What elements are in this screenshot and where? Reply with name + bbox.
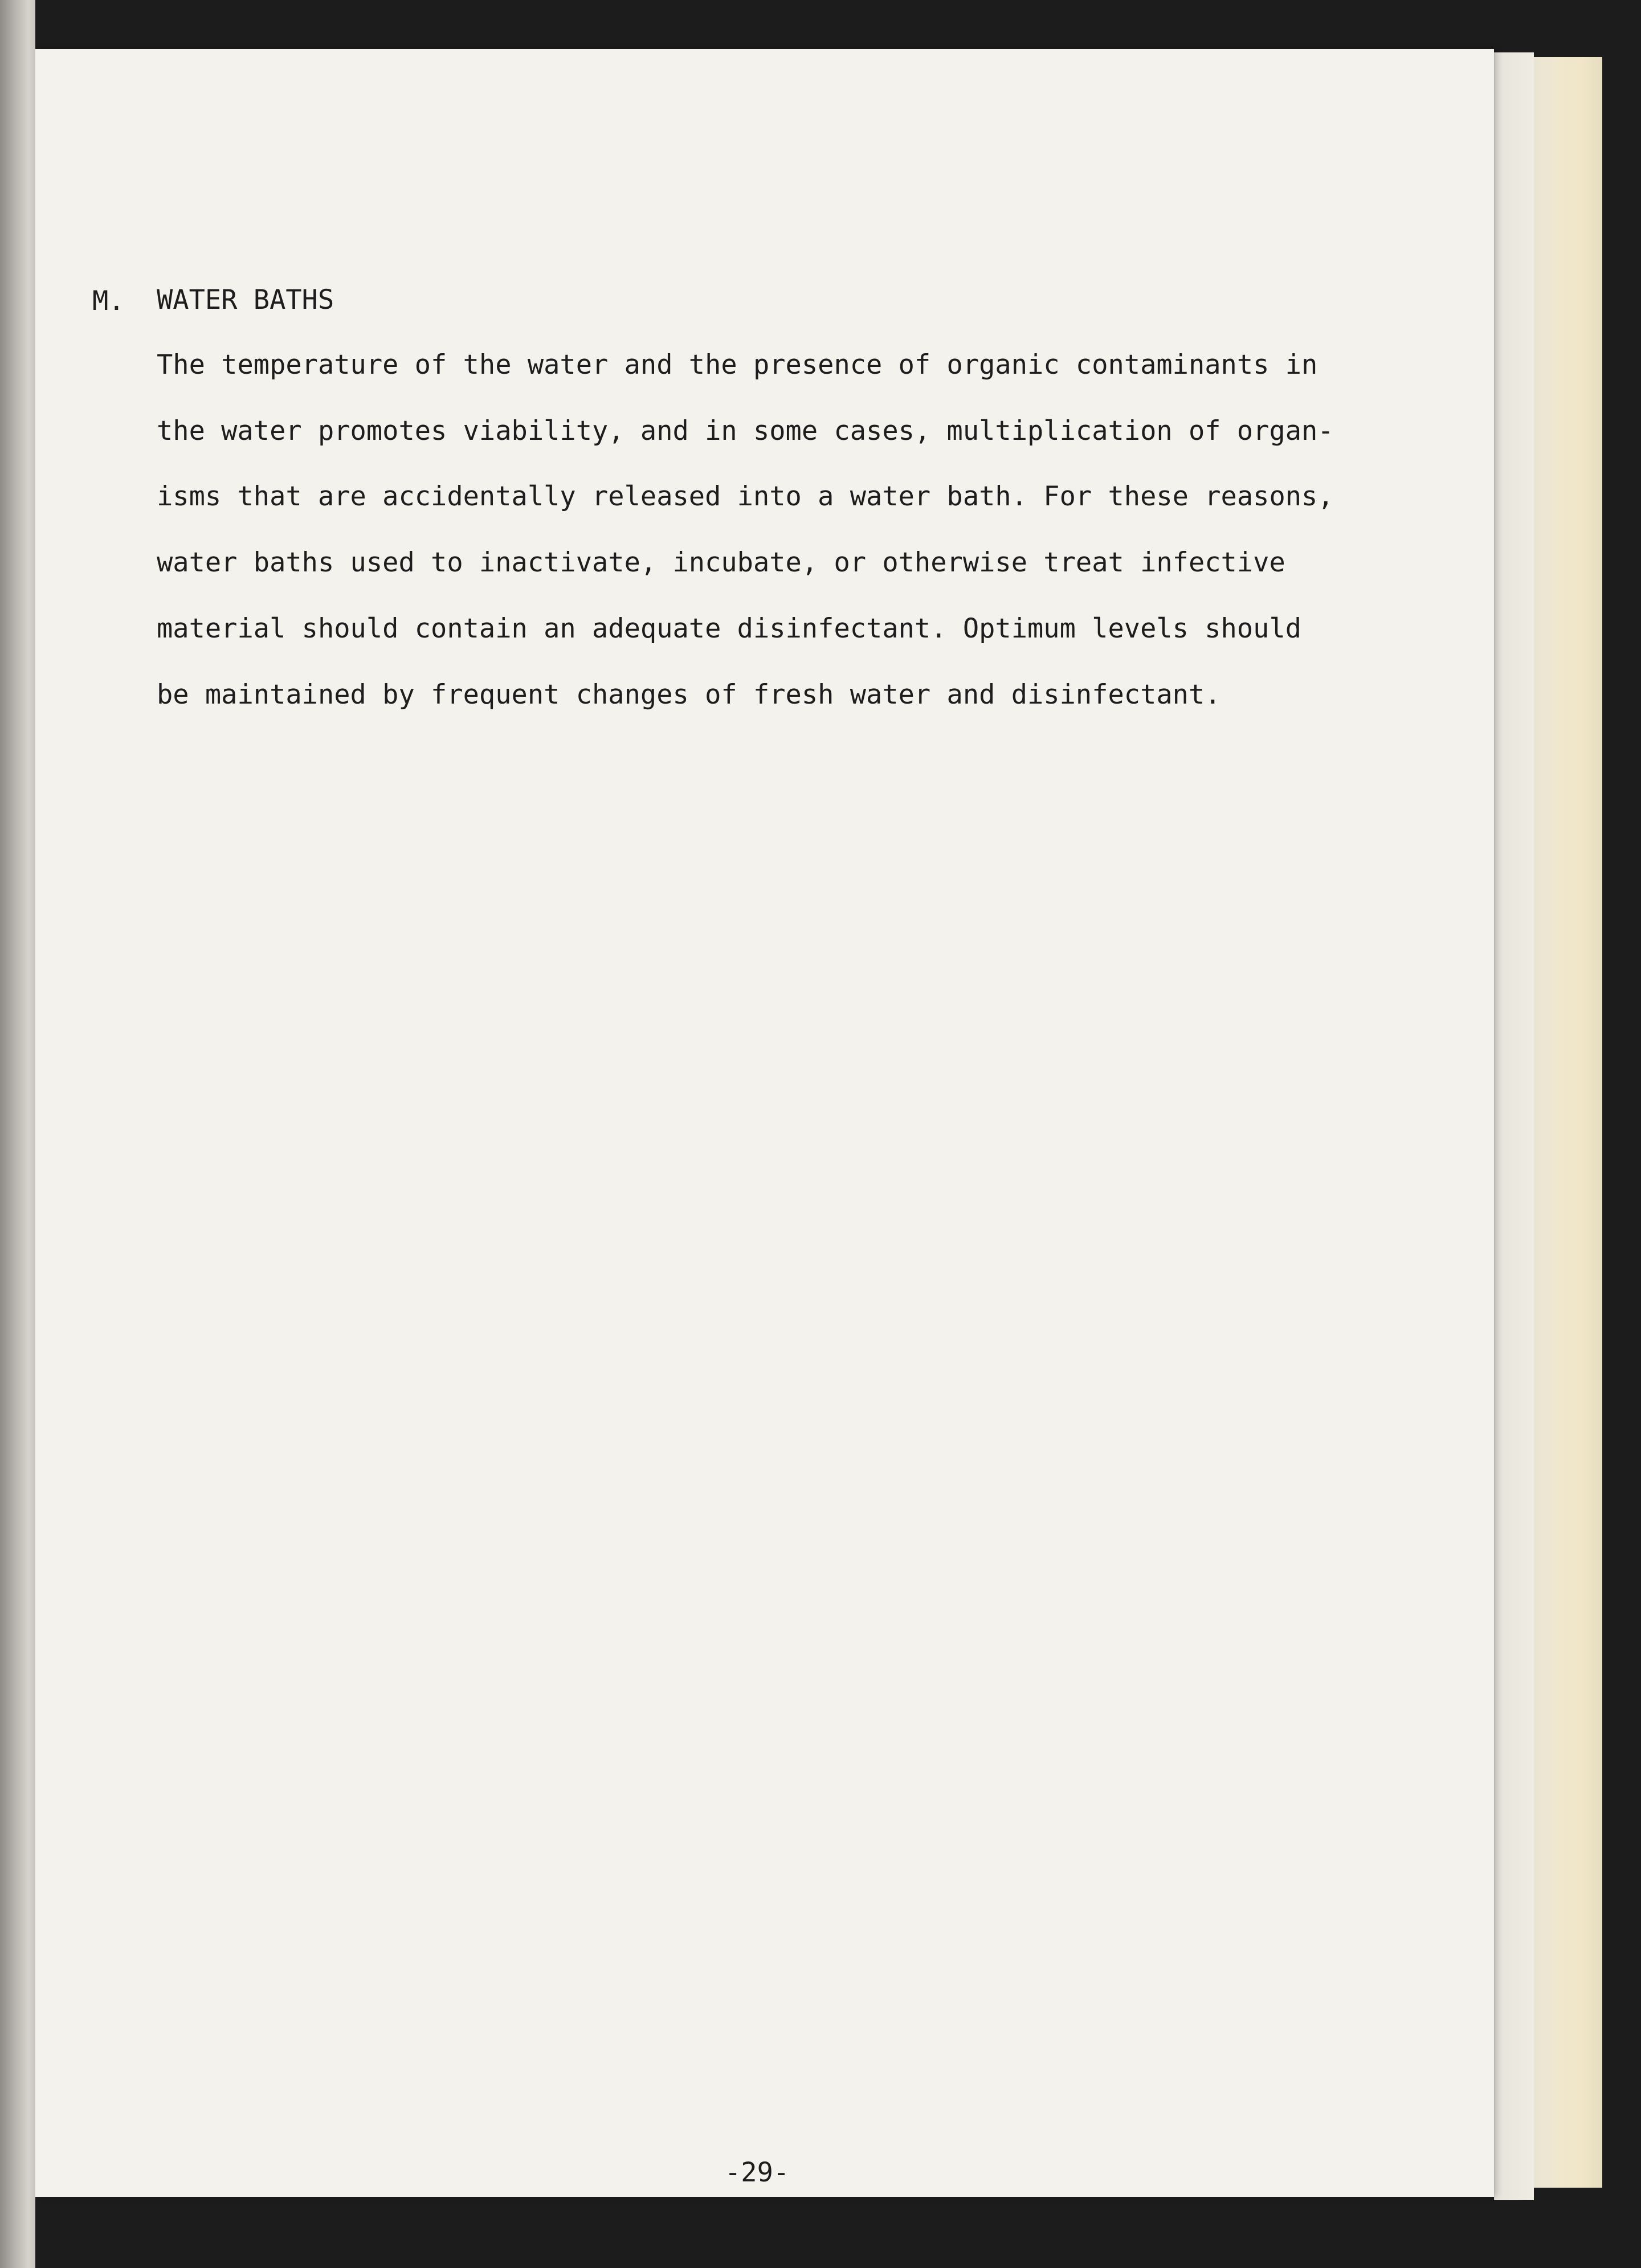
body-line: water baths used to inactivate, incubate, or otherwise treat infective <box>157 547 1285 578</box>
page-stack-edge <box>1533 57 1602 2188</box>
body-line: the water promotes viability, and in some cases, multiplication of organ- <box>157 415 1334 447</box>
body-line: isms that are accidentally released into a water bath. For these reasons, <box>157 481 1334 512</box>
document-page <box>35 49 1494 2197</box>
body-line: be maintained by frequent changes of fresh water and disinfectant. <box>157 679 1221 710</box>
page-number: -29- <box>725 2157 790 2188</box>
section-title: WATER BATHS <box>157 284 334 316</box>
body-line: material should contain an adequate disinfectant. Optimum levels should <box>157 613 1302 644</box>
facing-page-edge <box>0 0 35 2268</box>
body-line: The temperature of the water and the presence of organic contaminants in <box>157 349 1318 381</box>
page-right-edge <box>1494 52 1534 2200</box>
section-letter: M. <box>92 285 125 317</box>
